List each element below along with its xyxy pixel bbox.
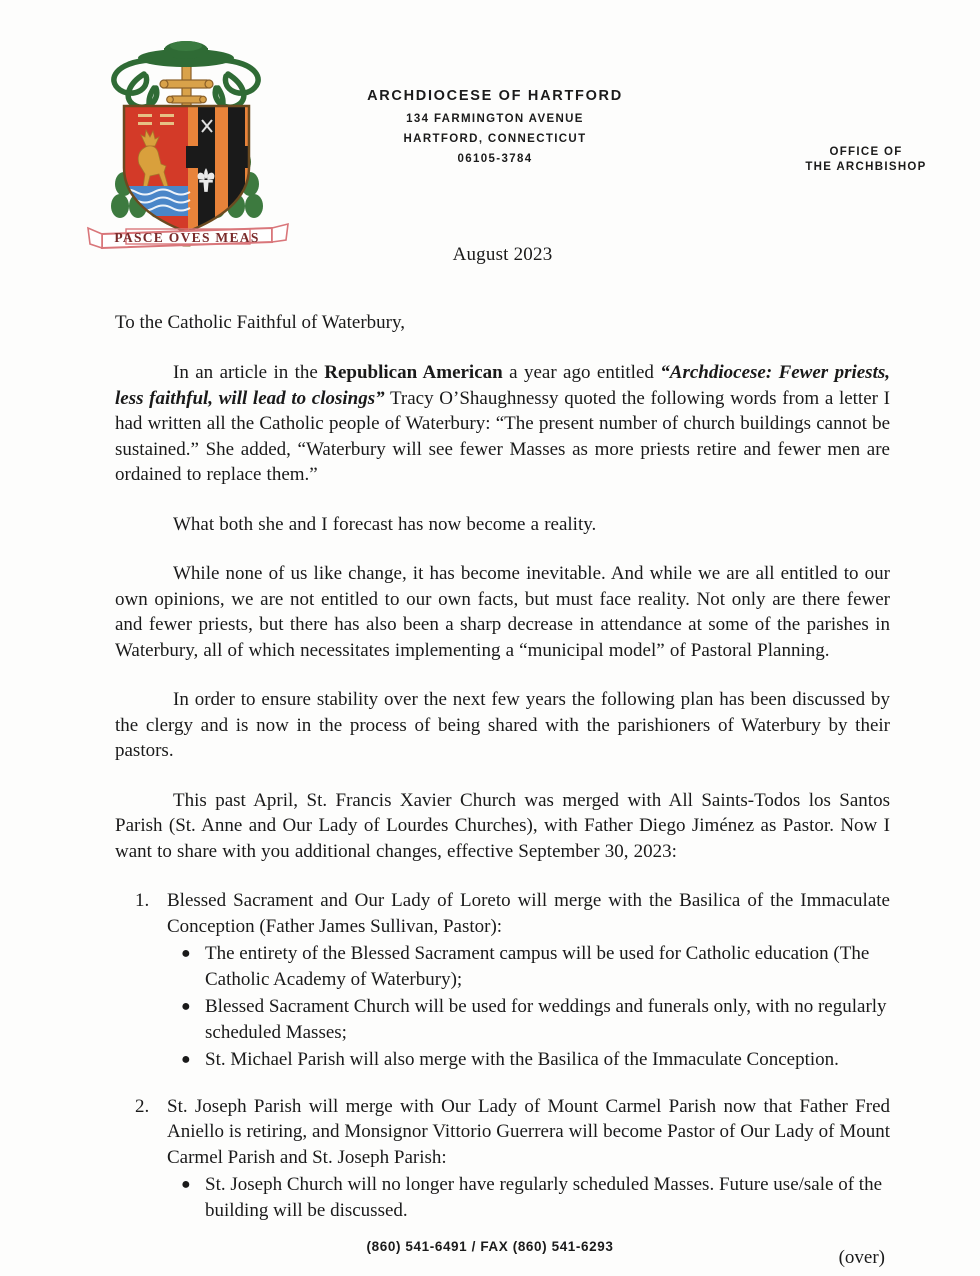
bullet-item: [167, 1172, 890, 1223]
bullet-item: [167, 1047, 890, 1073]
text-run: a year ago entitled: [502, 362, 661, 383]
emphasis-bold: Republican American: [324, 362, 503, 383]
letterhead: [0, 0, 980, 250]
text-run: This past April, St. Francis Xavier Church was merged with All Saints-Todos los Santos Parish (St. Anne and Our Lady of Lourdes Churches), with Father Diego Jiménez as Pastor. Now I want to share with you additional changes, effective September 30, 2023:: [115, 789, 890, 862]
text-run: In order to ensure stability over the next few years the following plan has been discussed by the clergy and is now in the process of being shared with the parishioners of Waterbury by their pastors.: [115, 689, 890, 761]
archdiocese-coat-of-arms: [58, 28, 316, 253]
bullet-icon: ●: [181, 998, 191, 1015]
letter-date: August 2023: [452, 244, 553, 265]
svg-text:PASCE OVES MEAS: PASCE OVES MEAS: [114, 230, 260, 245]
paragraph: [115, 561, 890, 663]
text-run: What both she and I forecast has now become a reality.: [173, 513, 597, 535]
bullet-item: [167, 994, 890, 1045]
paragraph: [115, 788, 890, 865]
plan-item: [115, 888, 890, 1073]
bullet-icon: ●: [181, 945, 191, 962]
paragraph: [115, 512, 890, 538]
salutation: To the Catholic Faithful of Waterbury,: [115, 312, 405, 333]
galero: [138, 41, 234, 67]
footer-contact: (860) 541-6491 / FAX (860) 541-6293: [366, 1239, 614, 1254]
plan-item-number: 2.: [135, 1095, 150, 1117]
paragraph-list: [115, 360, 890, 864]
street-address: 134 FARMINGTON AVENUE: [406, 113, 584, 125]
office-designation: [766, 145, 966, 175]
paragraph: [115, 687, 890, 764]
bullet-icon: ●: [181, 1051, 191, 1068]
bullet-text: Blessed Sacrament Church will be used for weddings and funerals only, with no regularly scheduled Masses;: [205, 996, 887, 1043]
zip-code: 06105-3784: [457, 153, 533, 165]
office-line-2: THE ARCHBISHOP: [805, 161, 927, 173]
continuation-note: (over): [838, 1247, 885, 1268]
text-run: In an article in the: [173, 362, 325, 383]
letter-body: [115, 244, 890, 1269]
plan-item-list: [115, 888, 890, 1223]
office-line-1: OFFICE OF: [829, 146, 903, 158]
paragraph: [115, 360, 890, 488]
bullet-text: St. Joseph Church will no longer have regularly scheduled Masses. Future use/sale of the building will be discussed.: [205, 1174, 882, 1221]
bullet-item: [167, 941, 890, 992]
plan-item: [115, 1094, 890, 1224]
plan-item-bullets: [167, 941, 890, 1073]
text-run: Tracy O’Shaughnessy quoted the following words from a letter I had written all the Catholic people of Waterbury: “The present number of church buildings cannot be sustained.” She added, “Waterbury will see fewer Masses as more priests retire and fewer men are ordained to replace them.”: [115, 387, 890, 485]
emphasis-bold-italic: “Archdiocese: Fewer priests, less faithful, will lead to closings”: [115, 362, 891, 409]
plan-item-text: Blessed Sacrament and Our Lady of Loreto will merge with the Basilica of the Immaculate Conception (Father James Sullivan, Pastor):: [167, 890, 890, 937]
bullet-text: The entirety of the Blessed Sacrament campus will be used for Catholic education (The Catholic Academy of Waterbury);: [205, 943, 870, 990]
letterhead-address: [330, 88, 660, 173]
organization-name: ARCHDIOCESE OF HARTFORD: [367, 88, 623, 104]
city-state: HARTFORD, CONNECTICUT: [403, 133, 587, 145]
bullet-icon: ●: [181, 1176, 191, 1193]
plan-item-number: 1.: [135, 890, 150, 911]
plan-item-text: St. Joseph Parish will merge with Our Lady of Mount Carmel Parish now that Father Fred Aniello is retiring, and Monsignor Vittorio Guerrera will become Pastor of Our Lady of Mount Carmel Parish and St. Joseph Parish:: [167, 1095, 890, 1168]
bullet-text: St. Michael Parish will also merge with the Basilica of the Immaculate Conception.: [205, 1049, 839, 1070]
text-run: While none of us like change, it has become inevitable. And while we are all entitled to our own opinions, we are not entitled to our own facts, but must face reality. Not only are there fewer and fewer priests, but there has also been a sharp decrease in attendance at some of the parishes in Waterbury, all of which necessitates implementing a “municipal model” of Pastoral Planning.: [115, 563, 890, 661]
plan-item-bullets: [167, 1172, 890, 1223]
